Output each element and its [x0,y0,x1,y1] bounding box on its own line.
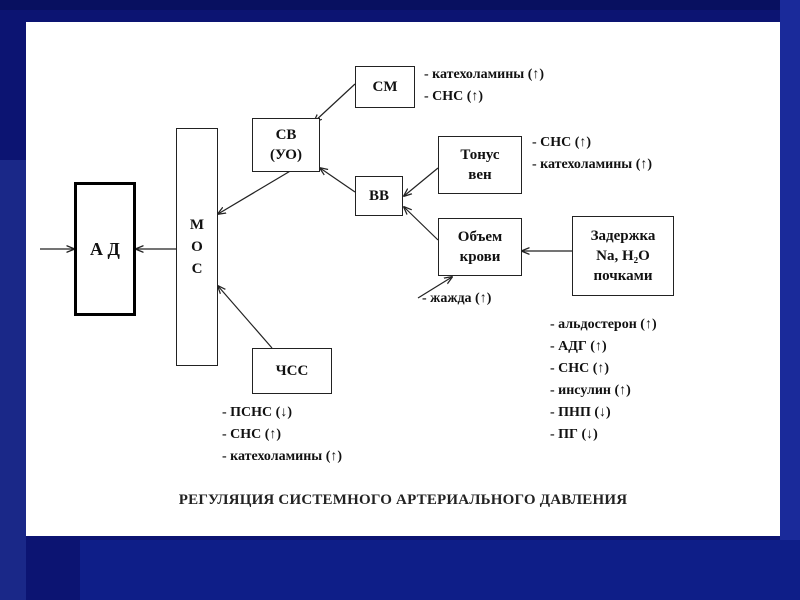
notes-hr [222,402,342,468]
notes-tonus [532,132,652,176]
notes-sm [424,64,544,108]
note-item: - катехоламины (↑) [222,449,343,464]
box-retention-line: Na, H₂O [596,248,650,264]
box-ad-label: А Д [90,239,120,259]
box-ad [74,182,136,316]
box-sm [355,66,415,108]
box-sv-line: (УО) [270,147,302,163]
arrow-volume-vv [404,207,438,240]
arrow-tonus-vv [404,168,438,196]
box-tonus [438,136,522,194]
background-stripe-bottom [80,540,800,600]
note-item: - ПГ (↓) [550,427,598,442]
note-item: - СНС (↑) [222,427,282,442]
arrow-hr-mos [218,286,272,348]
note-item: - СНС (↑) [550,361,610,376]
note-item: - СНС (↑) [424,89,484,104]
box-sm-label: СМ [372,79,398,95]
note-item: - катехоламины (↑) [532,157,653,172]
box-sv-line: СВ [275,127,297,143]
box-retention-line: Задержка [590,228,656,244]
box-vv [355,176,403,216]
note-item: - инсулин (↑) [550,383,631,398]
box-mos-letter: М [189,217,205,233]
box-sv [252,118,320,172]
box-mos-letter: С [191,261,203,277]
note-item: - катехоламины (↑) [424,67,545,82]
box-hr [252,348,332,394]
box-volume-line: Объем [457,229,503,245]
box-mos-letter: О [191,239,203,255]
note-item: - жажда (↑) [422,291,492,306]
arrow-sv-mos [218,170,292,214]
note-item: - альдостерон (↑) [550,317,657,332]
box-volume-line: крови [459,249,501,265]
background-stripe-left [0,160,26,600]
arrow-vv-sv [320,168,355,192]
note-item: - СНС (↑) [532,135,592,150]
background-stripe-right [780,0,800,600]
slide [26,22,780,536]
box-retention [572,216,674,296]
note-item: - АДГ (↑) [550,339,607,354]
box-vv-label: ВВ [368,188,389,204]
box-mos [176,128,218,366]
notes-retention [550,314,657,446]
notes-thirst [422,288,491,310]
box-tonus-line: Тонус [460,147,500,163]
box-retention-line: почками [593,268,653,284]
arrow-sm-sv [314,84,355,122]
box-hr-label: ЧСС [275,363,309,379]
box-volume [438,218,522,276]
note-item: - ПНП (↓) [550,405,611,420]
note-item: - ПСНС (↓) [222,405,292,420]
background-stripe-top [0,0,800,10]
diagram-title: РЕГУЛЯЦИЯ СИСТЕМНОГО АРТЕРИАЛЬНОГО ДАВЛЕНИЯ [178,492,628,508]
box-tonus-line: вен [468,167,492,183]
